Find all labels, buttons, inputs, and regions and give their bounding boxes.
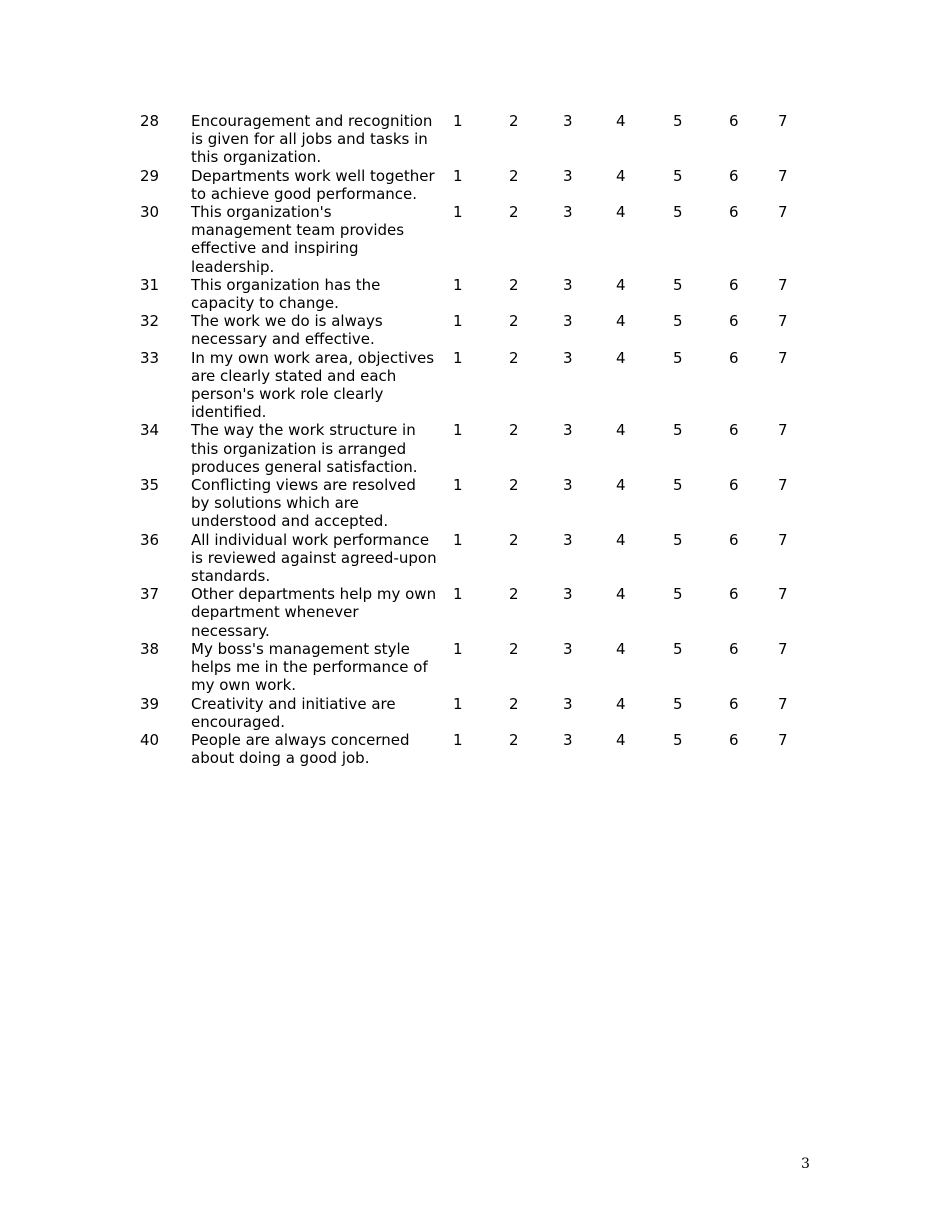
rating-option-3[interactable]: 3 — [563, 275, 573, 294]
rating-option-1[interactable]: 1 — [453, 275, 463, 294]
rating-option-4[interactable]: 4 — [616, 348, 626, 367]
statement-line: by solutions which are — [191, 494, 359, 513]
questionnaire-row — [140, 640, 820, 695]
item-number: 32 — [140, 312, 160, 331]
questionnaire-row — [140, 276, 820, 312]
statement-line: standards. — [191, 567, 271, 586]
statement-line: All individual work performance — [191, 530, 430, 549]
statement-line: This organization has the — [191, 275, 381, 294]
rating-option-6[interactable]: 6 — [729, 203, 739, 222]
rating-option-3[interactable]: 3 — [563, 730, 573, 749]
rating-option-1[interactable]: 1 — [453, 476, 463, 495]
rating-option-2[interactable]: 2 — [509, 639, 519, 658]
item-statement — [191, 312, 453, 348]
rating-option-2[interactable]: 2 — [509, 476, 519, 495]
rating-option-2[interactable]: 2 — [509, 421, 519, 440]
page-number: 3 — [801, 1156, 810, 1172]
rating-option-6[interactable]: 6 — [729, 166, 739, 185]
rating-option-7[interactable]: 7 — [778, 585, 788, 604]
rating-scale — [453, 531, 820, 549]
statement-line: My boss's management style — [191, 639, 410, 658]
rating-scale — [453, 731, 820, 749]
statement-line: necessary and effective. — [191, 330, 375, 349]
rating-option-7[interactable]: 7 — [778, 530, 788, 549]
rating-option-5[interactable]: 5 — [673, 530, 683, 549]
statement-line: People are always concerned — [191, 730, 410, 749]
statement-line: helps me in the performance of — [191, 658, 428, 677]
rating-option-6[interactable]: 6 — [729, 694, 739, 713]
rating-option-3[interactable]: 3 — [563, 112, 573, 130]
rating-scale — [453, 349, 820, 367]
questionnaire-row — [140, 112, 820, 167]
rating-option-2[interactable]: 2 — [509, 530, 519, 549]
item-number: 28 — [140, 112, 160, 130]
item-number: 37 — [140, 585, 160, 604]
rating-option-6[interactable]: 6 — [729, 112, 739, 130]
rating-option-5[interactable]: 5 — [673, 421, 683, 440]
rating-option-5[interactable]: 5 — [673, 639, 683, 658]
rating-option-1[interactable]: 1 — [453, 203, 463, 222]
statement-line: leadership. — [191, 257, 275, 276]
rating-scale — [453, 476, 820, 494]
rating-option-1[interactable]: 1 — [453, 348, 463, 367]
item-number: 36 — [140, 530, 160, 549]
statement-line: In my own work area, objectives — [191, 348, 435, 367]
rating-option-4[interactable]: 4 — [616, 112, 626, 130]
rating-option-4[interactable]: 4 — [616, 730, 626, 749]
rating-option-6[interactable]: 6 — [729, 639, 739, 658]
item-statement — [191, 585, 453, 640]
item-statement — [191, 531, 453, 586]
rating-option-4[interactable]: 4 — [616, 694, 626, 713]
rating-option-5[interactable]: 5 — [673, 312, 683, 331]
rating-option-1[interactable]: 1 — [453, 694, 463, 713]
rating-option-7[interactable]: 7 — [778, 639, 788, 658]
rating-option-1[interactable]: 1 — [453, 312, 463, 331]
rating-scale — [453, 312, 820, 330]
rating-option-4[interactable]: 4 — [616, 312, 626, 331]
rating-option-6[interactable]: 6 — [729, 348, 739, 367]
rating-option-5[interactable]: 5 — [673, 112, 683, 130]
statement-line: Other departments help my own — [191, 585, 437, 604]
statement-line: Creativity and initiative are — [191, 694, 396, 713]
rating-option-2[interactable]: 2 — [509, 166, 519, 185]
rating-option-5[interactable]: 5 — [673, 730, 683, 749]
rating-option-7[interactable]: 7 — [778, 348, 788, 367]
questionnaire-row — [140, 167, 820, 203]
rating-option-7[interactable]: 7 — [778, 112, 788, 130]
statement-line: this organization is arranged — [191, 439, 407, 458]
statement-line: about doing a good job. — [191, 749, 370, 768]
questionnaire-row — [140, 476, 820, 531]
rating-option-2[interactable]: 2 — [509, 348, 519, 367]
rating-option-4[interactable]: 4 — [616, 166, 626, 185]
rating-option-6[interactable]: 6 — [729, 275, 739, 294]
statement-line: Conflicting views are resolved — [191, 476, 416, 495]
rating-option-5[interactable]: 5 — [673, 348, 683, 367]
item-statement — [191, 349, 453, 422]
statement-line: management team provides — [191, 221, 405, 240]
rating-option-3[interactable]: 3 — [563, 348, 573, 367]
rating-option-1[interactable]: 1 — [453, 421, 463, 440]
item-statement — [191, 112, 453, 167]
rating-option-5[interactable]: 5 — [673, 166, 683, 185]
statement-line: understood and accepted. — [191, 512, 389, 531]
rating-scale — [453, 167, 820, 185]
item-number: 35 — [140, 476, 160, 495]
statement-line: this organization. — [191, 148, 322, 167]
questionnaire-items — [140, 112, 820, 767]
questionnaire-row — [140, 203, 820, 276]
statement-line: is given for all jobs and tasks in — [191, 130, 428, 149]
statement-line: necessary. — [191, 621, 270, 640]
rating-option-5[interactable]: 5 — [673, 275, 683, 294]
statement-line: are clearly stated and each — [191, 366, 397, 385]
rating-option-6[interactable]: 6 — [729, 530, 739, 549]
rating-option-7[interactable]: 7 — [778, 694, 788, 713]
rating-option-3[interactable]: 3 — [563, 530, 573, 549]
item-number: 31 — [140, 275, 160, 294]
item-statement — [191, 421, 453, 476]
rating-option-6[interactable]: 6 — [729, 421, 739, 440]
statement-line: department whenever — [191, 603, 359, 622]
rating-option-6[interactable]: 6 — [729, 730, 739, 749]
statement-line: to achieve good performance. — [191, 184, 418, 203]
rating-option-7[interactable]: 7 — [778, 476, 788, 495]
rating-option-4[interactable]: 4 — [616, 203, 626, 222]
rating-option-2[interactable]: 2 — [509, 203, 519, 222]
rating-option-7[interactable]: 7 — [778, 203, 788, 222]
item-statement — [191, 167, 453, 203]
rating-option-2[interactable]: 2 — [509, 112, 519, 130]
rating-option-5[interactable]: 5 — [673, 476, 683, 495]
rating-option-3[interactable]: 3 — [563, 203, 573, 222]
item-statement — [191, 276, 453, 312]
item-statement — [191, 695, 453, 731]
rating-option-5[interactable]: 5 — [673, 694, 683, 713]
rating-option-3[interactable]: 3 — [563, 166, 573, 185]
rating-option-3[interactable]: 3 — [563, 476, 573, 495]
item-number: 40 — [140, 730, 160, 749]
rating-option-2[interactable]: 2 — [509, 275, 519, 294]
questionnaire-row — [140, 349, 820, 422]
rating-option-6[interactable]: 6 — [729, 476, 739, 495]
item-number: 38 — [140, 639, 160, 658]
rating-option-2[interactable]: 2 — [509, 585, 519, 604]
item-statement — [191, 476, 453, 531]
statement-line: This organization's — [191, 203, 332, 222]
questionnaire-row — [140, 531, 820, 586]
rating-option-4[interactable]: 4 — [616, 476, 626, 495]
rating-scale — [453, 421, 820, 439]
questionnaire-row — [140, 731, 820, 767]
rating-scale — [453, 276, 820, 294]
statement-line: identified. — [191, 403, 267, 422]
rating-option-2[interactable]: 2 — [509, 312, 519, 331]
rating-option-6[interactable]: 6 — [729, 312, 739, 331]
rating-option-7[interactable]: 7 — [778, 730, 788, 749]
item-statement — [191, 640, 453, 695]
questionnaire-row — [140, 695, 820, 731]
statement-line: person's work role clearly — [191, 385, 384, 404]
rating-option-5[interactable]: 5 — [673, 203, 683, 222]
rating-option-3[interactable]: 3 — [563, 421, 573, 440]
rating-option-7[interactable]: 7 — [778, 275, 788, 294]
rating-option-4[interactable]: 4 — [616, 421, 626, 440]
item-number: 30 — [140, 203, 160, 222]
questionnaire-row — [140, 312, 820, 348]
rating-option-1[interactable]: 1 — [453, 166, 463, 185]
rating-option-1[interactable]: 1 — [453, 530, 463, 549]
rating-option-1[interactable]: 1 — [453, 639, 463, 658]
rating-option-3[interactable]: 3 — [563, 639, 573, 658]
rating-option-3[interactable]: 3 — [563, 694, 573, 713]
rating-option-4[interactable]: 4 — [616, 275, 626, 294]
item-number: 34 — [140, 421, 160, 440]
statement-line: produces general satisfaction. — [191, 457, 418, 476]
item-number: 39 — [140, 694, 160, 713]
statement-line: capacity to change. — [191, 294, 339, 313]
statement-line: The work we do is always — [191, 312, 383, 331]
rating-option-7[interactable]: 7 — [778, 166, 788, 185]
rating-option-3[interactable]: 3 — [563, 312, 573, 331]
statement-line: encouraged. — [191, 712, 286, 731]
statement-line: Encouragement and recognition — [191, 112, 433, 130]
item-number: 33 — [140, 348, 160, 367]
rating-option-5[interactable]: 5 — [673, 585, 683, 604]
rating-scale — [453, 112, 820, 130]
rating-option-3[interactable]: 3 — [563, 585, 573, 604]
rating-option-4[interactable]: 4 — [616, 639, 626, 658]
rating-option-7[interactable]: 7 — [778, 421, 788, 440]
statement-line: is reviewed against agreed-upon — [191, 548, 437, 567]
rating-scale — [453, 640, 820, 658]
rating-scale — [453, 203, 820, 221]
statement-line: my own work. — [191, 676, 297, 695]
statement-line: Departments work well together — [191, 166, 435, 185]
item-statement — [191, 203, 453, 276]
rating-option-1[interactable]: 1 — [453, 112, 463, 130]
rating-option-4[interactable]: 4 — [616, 530, 626, 549]
questionnaire-row — [140, 585, 820, 640]
item-number: 29 — [140, 166, 160, 185]
rating-option-7[interactable]: 7 — [778, 312, 788, 331]
rating-scale — [453, 695, 820, 713]
rating-option-1[interactable]: 1 — [453, 585, 463, 604]
rating-option-2[interactable]: 2 — [509, 694, 519, 713]
rating-option-4[interactable]: 4 — [616, 585, 626, 604]
statement-line: The way the work structure in — [191, 421, 416, 440]
rating-scale — [453, 585, 820, 603]
rating-option-2[interactable]: 2 — [509, 730, 519, 749]
questionnaire-row — [140, 421, 820, 476]
item-statement — [191, 731, 453, 767]
rating-option-1[interactable]: 1 — [453, 730, 463, 749]
rating-option-6[interactable]: 6 — [729, 585, 739, 604]
statement-line: effective and inspiring — [191, 239, 359, 258]
